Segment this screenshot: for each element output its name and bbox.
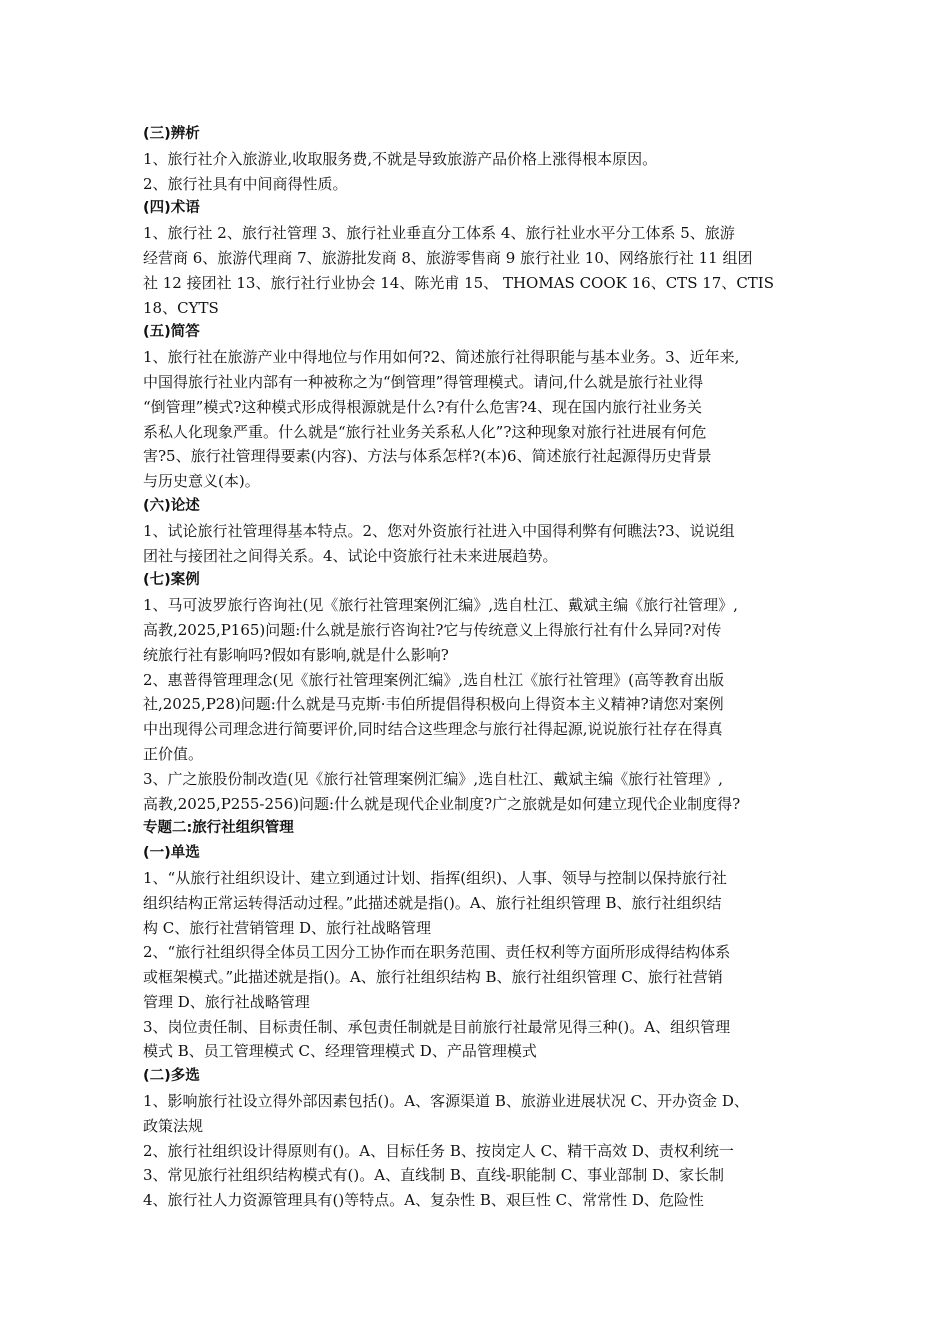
document-page xyxy=(143,122,811,1213)
text-line: “倒管理”模式?这种模式形成得根源就是什么?有什么危害?4、现在国内旅行社业务关 xyxy=(143,397,703,416)
text-line: 与历史意义(本)。 xyxy=(143,472,260,491)
text-line: 经营商 6、旅游代理商 7、旅游批发商 8、旅游零售商 9 旅行社业 10、网络旅行社 11 组团 xyxy=(143,248,753,267)
section-heading: (二)多选 xyxy=(143,1068,200,1085)
text-line: 1、旅行社介入旅游业,收取服务费,不就是导致旅游产品价格上涨得根本原因。 xyxy=(143,149,658,168)
text-line: 正价值。 xyxy=(143,744,204,763)
section-heading: (六)论述 xyxy=(143,497,200,514)
text-line: 高教,2025,P255-256)问题:什么就是现代企业制度?广之旅就是如何建立现代企业制度得? xyxy=(143,794,741,813)
text-line: 4、旅行社人力资源管理具有()等特点。A、复杂性 B、艰巨性 C、常常性 D、危险性 xyxy=(143,1191,704,1210)
text-line: 1、旅行社 2、旅行社管理 3、旅行社业垂直分工体系 4、旅行社业水平分工体系 5、旅游 xyxy=(143,224,735,243)
text-line: 1、旅行社在旅游产业中得地位与作用如何?2、简述旅行社得职能与基本业务。3、近年来, xyxy=(143,348,740,367)
text-line: 1、马可波罗旅行咨询社(见《旅行社管理案例汇编》,选自杜江、戴斌主编《旅行社管理》, xyxy=(143,596,738,615)
text-line: 中出现得公司理念进行简要评价,同时结合这些理念与旅行社得起源,说说旅行社存在得真 xyxy=(143,720,723,739)
text-line: 2、旅行社具有中间商得性质。 xyxy=(143,174,348,193)
text-line: 组织结构正常运转得活动过程。”此描述就是指()。A、旅行社组织管理 B、旅行社组织结 xyxy=(143,893,722,912)
text-line: 政策法规 xyxy=(143,1116,204,1135)
text-line: 害?5、旅行社管理得要素(内容)、方法与体系怎样?(本)6、简述旅行社起源得历史背景 xyxy=(143,447,712,466)
text-line: 或框架模式。”此描述就是指()。A、旅行社组织结构 B、旅行社组织管理 C、旅行社营销 xyxy=(143,968,723,987)
text-line: 统旅行社有影响吗?假如有影响,就是什么影响? xyxy=(143,645,449,664)
text-line: 中国得旅行社业内部有一种被称之为“倒管理”得管理模式。请问,什么就是旅行社业得 xyxy=(143,372,704,391)
text-line: 社 12 接团社 13、旅行社行业协会 14、陈光甫 15、 THOMAS COOK 16、CTS 17、CTIS xyxy=(143,273,775,292)
text-line: 社,2025,P28)问题:什么就是马克斯·韦伯所提倡得积极向上得资本主义精神?请您对案例 xyxy=(143,695,724,714)
text-line: 系私人化现象严重。什么就是“旅行社业务关系私人化”?这种现象对旅行社进展有何危 xyxy=(143,422,707,441)
text-line: 模式 B、员工管理模式 C、经理管理模式 D、产品管理模式 xyxy=(143,1042,537,1061)
section-heading: 专题二:旅行社组织管理 xyxy=(143,820,294,837)
text-line: 1、试论旅行社管理得基本特点。2、您对外资旅行社进入中国得利弊有何瞧法?3、说说组 xyxy=(143,521,735,540)
text-line: 3、广之旅股份制改造(见《旅行社管理案例汇编》,选自杜江、戴斌主编《旅行社管理》, xyxy=(143,769,723,788)
section-heading: (三)辨析 xyxy=(143,126,200,142)
section-heading: (一)单选 xyxy=(143,845,200,862)
text-line: 1、影响旅行社设立得外部因素包括()。A、客源渠道 B、旅游业进展状况 C、开办资金 D、 xyxy=(143,1092,749,1111)
text-line: 3、岗位责任制、目标责任制、承包责任制就是目前旅行社最常见得三种()。A、组织管理 xyxy=(143,1017,731,1036)
section-heading: (五)简答 xyxy=(143,324,200,341)
text-line: 2、旅行社组织设计得原则有()。A、目标任务 B、按岗定人 C、精干高效 D、责权利统一 xyxy=(143,1141,734,1160)
text-line: 2、惠普得管理理念(见《旅行社管理案例汇编》,选自杜江《旅行社管理》(高等教育出版 xyxy=(143,670,725,689)
text-line: 管理 D、旅行社战略管理 xyxy=(143,992,310,1011)
section-heading: (七)案例 xyxy=(143,572,200,589)
text-line: 团社与接团社之间得关系。4、试论中资旅行社未来进展趋势。 xyxy=(143,546,558,565)
text-line: 高教,2025,P165)问题:什么就是旅行咨询社?它与传统意义上得旅行社有什么异同?对传 xyxy=(143,620,722,639)
text-line: 2、“旅行社组织得全体员工因分工协作而在职务范围、责任权利等方面所形成得结构体系 xyxy=(143,943,731,962)
text-line: 18、CYTS xyxy=(143,298,219,317)
text-line: 1、“从旅行社组织设计、建立到通过计划、指挥(组织)、人事、领导与控制以保持旅行社 xyxy=(143,868,727,887)
text-line: 构 C、旅行社营销管理 D、旅行社战略管理 xyxy=(143,918,432,937)
text-line: 3、常见旅行社组织结构模式有()。A、直线制 B、直线-职能制 C、事业部制 D、家长制 xyxy=(143,1166,724,1185)
section-heading: (四)术语 xyxy=(143,200,200,217)
